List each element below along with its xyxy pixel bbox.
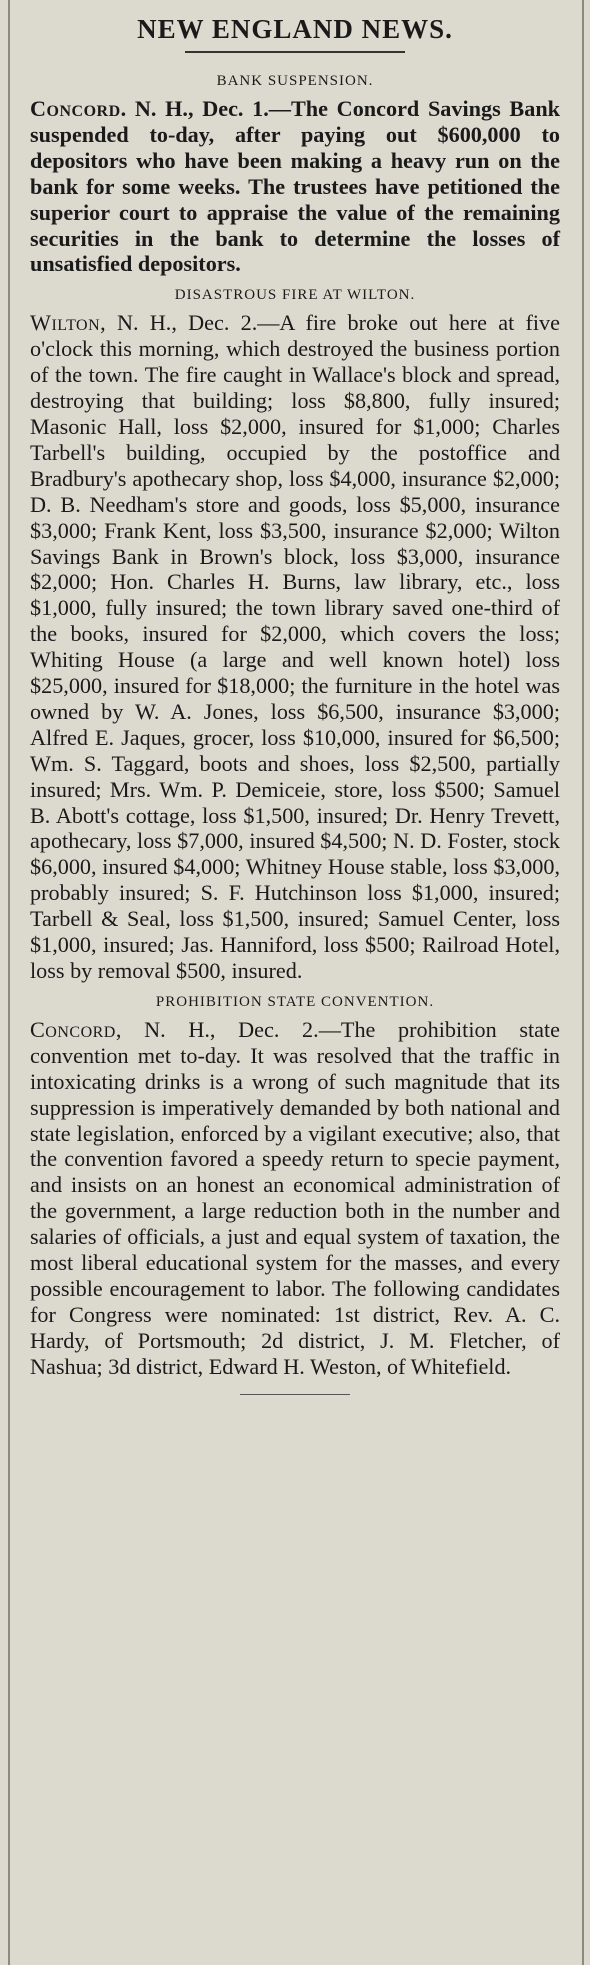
article-text: . N. H., Dec. 1.—The Concord Savings Bank suspended to-day, after paying out $600,000 to depositors who have been making a heavy run on the bank for some weeks. The trustees have petitioned the superior court to appraise the value of the remaining securities in the bank to determine the losses of unsatisfied depositors. [30,96,560,277]
title-underline [185,51,405,53]
article-body [30,96,560,277]
article-text: , N. H., Dec. 2.—The prohibition state convention met to-day. It was resolved that the traffic in intoxicating drinks is a wrong of such magnitude that its suppression is imperatively demanded by both national and state legislation, enforced by a vigilant executive; also, that the convention favored a speedy return to specie payment, and insists on an honest an economical administration of the government, a large reduction both in the number and salaries of officials, a just and equal system of taxation, the most liberal educational system for the masses, and every possible encouragement to labor. The following candidates for Congress were nominated: 1st district, Rev. A. C. Hardy, of Portsmouth; 2d district, J. M. Fletcher, of Nashua; 3d district, Edward H. Weston, of Whitefield. [30,1016,560,1379]
article-heading: BANK SUSPENSION. [216,73,374,89]
article-dateline: Concord [30,1016,116,1042]
article-bank-suspension [30,73,560,277]
article-text: , N. H., Dec. 2.—A fire broke out here at five o'clock this morning, which destroyed the business portion of the town. The fire caught in Wallace's block and spread, destroying that building; loss $8,800, fully insured; Masonic Hall, loss $2,000, insured for $1,000; Charles Tarbell's building, occupied by the postoffice and Bradbury's apothecary shop, loss $4,000, insurance $2,000; D. B. Needham's store and goods, loss $5,000, insurance $3,000; Frank Kent, loss $3,500, insurance $2,000; Wilton Savings Bank in Brown's block, loss $3,000, insurance $2,000; Hon. Charles H. Burns, law library, etc., loss $1,000, fully insured; the town library saved one-third of the books, insured for $2,000, which covers the loss; Whiting House (a large and well known hotel) loss $25,000, insured for $18,000; the furniture in the hotel was owned by W. A. Jones, loss $6,500, insurance $3,000; Alfred E. Jaques, grocer, loss $10,000, insured for $6,500; Wm. S. Taggard, boots and shoes, loss $2,500, partially insured; Mrs. Wm. P. Demiceie, store, loss $500; Samuel B. Abott's cottage, loss $1,500, insured; Dr. Henry Trevett, apothecary, loss $7,000, insured $4,500; N. D. Foster, stock $6,000, insured $4,000; Whitney House stable, loss $3,000, probably insured; S. F. Hutchinson loss $1,000, insured; Tarbell & Seal, loss $1,500, insured; Samuel Center, loss $1,000, insured; Jas. Hanniford, loss $500; Railroad Hotel, loss by removal $500, insured. [30,310,560,983]
article-prohibition-convention [30,994,560,1395]
page-title: NEW ENGLAND NEWS. [137,14,453,44]
column-rule-left [8,0,10,1965]
article-body [30,1017,560,1380]
article-wilton-fire [30,287,560,984]
article-heading: PROHIBITION STATE CONVENTION. [155,993,435,1010]
end-rule [240,1394,350,1395]
article-dateline: Concord [30,96,121,121]
article-heading: DISASTROUS FIRE AT WILTON. [174,287,416,304]
article-body [30,310,560,984]
column-rule-right [582,0,584,1965]
article-dateline: Wilton [30,310,101,336]
